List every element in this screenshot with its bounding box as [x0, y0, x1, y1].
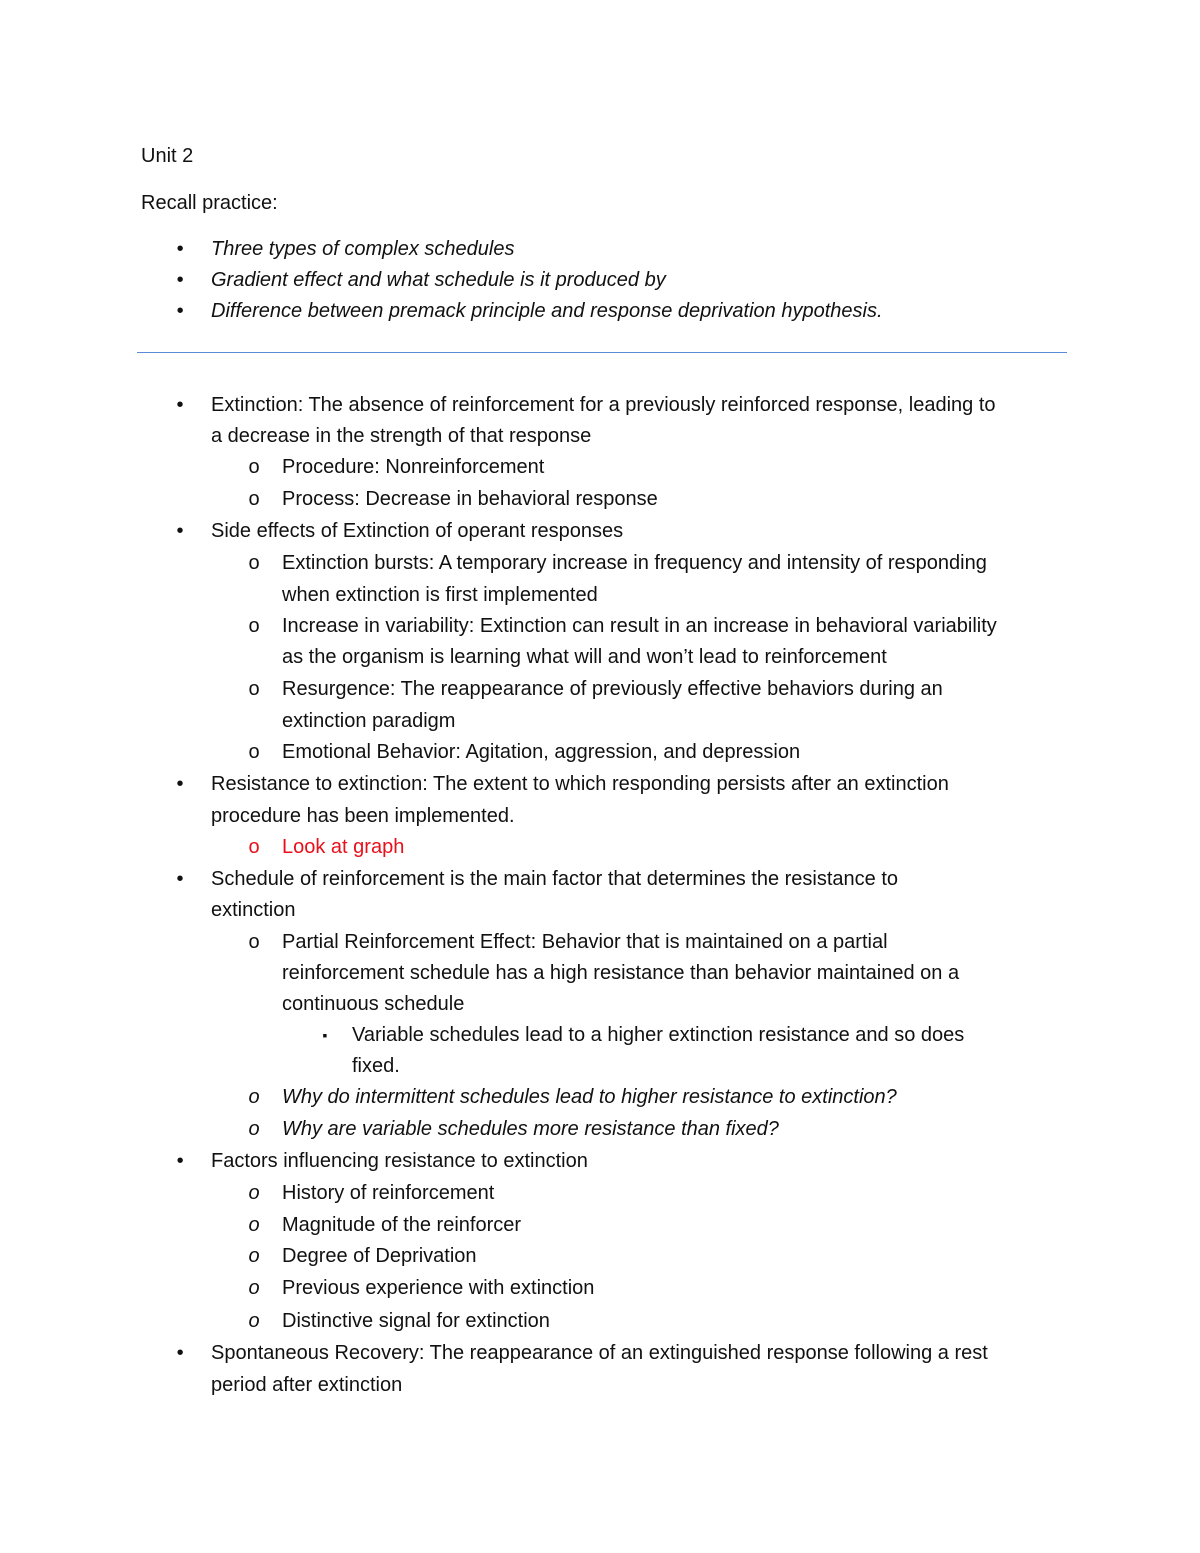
bullet-circle: o: [248, 1182, 260, 1204]
bullet-disc: •: [176, 520, 184, 542]
extinction-definition-cont: a decrease in the strength of that response: [211, 425, 592, 447]
question-variable: Why are variable schedules more resistance than fixed?: [282, 1118, 779, 1140]
look-at-graph-note: Look at graph: [282, 836, 405, 858]
bullet-circle: o: [248, 488, 260, 510]
recall-item: Difference between premack principle and response deprivation hypothesis.: [211, 300, 883, 322]
side-effects-title: Side effects of Extinction of operant responses: [211, 520, 624, 542]
extinction-bursts: Extinction bursts: A temporary increase in frequency and intensity of responding: [282, 552, 987, 574]
question-intermittent: Why do intermittent schedules lead to higher resistance to extinction?: [282, 1086, 897, 1108]
bullet-circle: o: [248, 836, 260, 858]
spontaneous-recovery-cont: period after extinction: [211, 1374, 403, 1396]
factors-title: Factors influencing resistance to extinction: [211, 1150, 588, 1172]
bullet-circle: o: [248, 552, 260, 574]
partial-reinforcement-effect-cont: reinforcement schedule has a high resistance than behavior maintained on a: [282, 962, 960, 984]
schedule-main-factor: Schedule of reinforcement is the main factor that determines the resistance to: [211, 868, 899, 890]
bullet-circle: o: [248, 1214, 260, 1236]
extinction-definition: Extinction: The absence of reinforcement for a previously reinforced response, leading to: [211, 394, 996, 416]
bullet-circle: o: [248, 456, 260, 478]
resistance-definition-cont: procedure has been implemented.: [211, 805, 515, 827]
bullet-circle: o: [248, 741, 260, 763]
extinction-procedure: Procedure: Nonreinforcement: [282, 456, 545, 478]
schedule-main-factor-cont: extinction: [211, 899, 296, 921]
bullet-circle: o: [248, 678, 260, 700]
spontaneous-recovery: Spontaneous Recovery: The reappearance of an extinguished response following a rest: [211, 1342, 988, 1364]
bullet-circle: o: [248, 615, 260, 637]
factor-item: Previous experience with extinction: [282, 1277, 595, 1299]
recall-item: Gradient effect and what schedule is it produced by: [211, 269, 666, 291]
bullet-disc: •: [176, 868, 184, 890]
extinction-bursts-cont: when extinction is first implemented: [282, 584, 598, 606]
bullet-circle: o: [248, 1310, 260, 1332]
bullet-circle: o: [248, 1086, 260, 1108]
increase-in-variability-cont: as the organism is learning what will and won’t lead to reinforcement: [282, 646, 887, 668]
bullet-disc: •: [176, 773, 184, 795]
extinction-process: Process: Decrease in behavioral response: [282, 488, 658, 510]
bullet-disc: •: [176, 394, 184, 416]
bullet-circle: o: [248, 931, 260, 953]
resurgence-cont: extinction paradigm: [282, 710, 456, 732]
resurgence: Resurgence: The reappearance of previously effective behaviors during an: [282, 678, 943, 700]
resistance-definition: Resistance to extinction: The extent to which responding persists after an extinction: [211, 773, 949, 795]
emotional-behavior: Emotional Behavior: Agitation, aggression, and depression: [282, 741, 801, 763]
bullet-circle: o: [248, 1277, 260, 1299]
partial-reinforcement-effect-cont: continuous schedule: [282, 993, 465, 1015]
bullet-disc: •: [176, 1150, 184, 1172]
bullet-square: ▪: [322, 1027, 328, 1043]
factor-item: Degree of Deprivation: [282, 1245, 477, 1267]
bullet-circle: o: [248, 1118, 260, 1140]
increase-in-variability: Increase in variability: Extinction can result in an increase in behavioral variability: [282, 615, 997, 637]
variable-schedules-note: Variable schedules lead to a higher extinction resistance and so does: [352, 1024, 965, 1046]
factor-item: History of reinforcement: [282, 1182, 495, 1204]
bullet-circle: o: [248, 1245, 260, 1267]
factor-item: Magnitude of the reinforcer: [282, 1214, 522, 1236]
partial-reinforcement-effect: Partial Reinforcement Effect: Behavior that is maintained on a partial: [282, 931, 888, 953]
document-title: Unit 2: [141, 145, 194, 167]
factor-item: Distinctive signal for extinction: [282, 1310, 550, 1332]
section-divider: [137, 352, 1067, 353]
recall-item: Three types of complex schedules: [211, 238, 515, 260]
bullet-disc: •: [176, 238, 184, 260]
recall-label: Recall practice:: [141, 192, 278, 214]
variable-schedules-note-cont: fixed.: [352, 1055, 400, 1077]
bullet-disc: •: [176, 269, 184, 291]
bullet-disc: •: [176, 1342, 184, 1364]
bullet-disc: •: [176, 300, 184, 322]
